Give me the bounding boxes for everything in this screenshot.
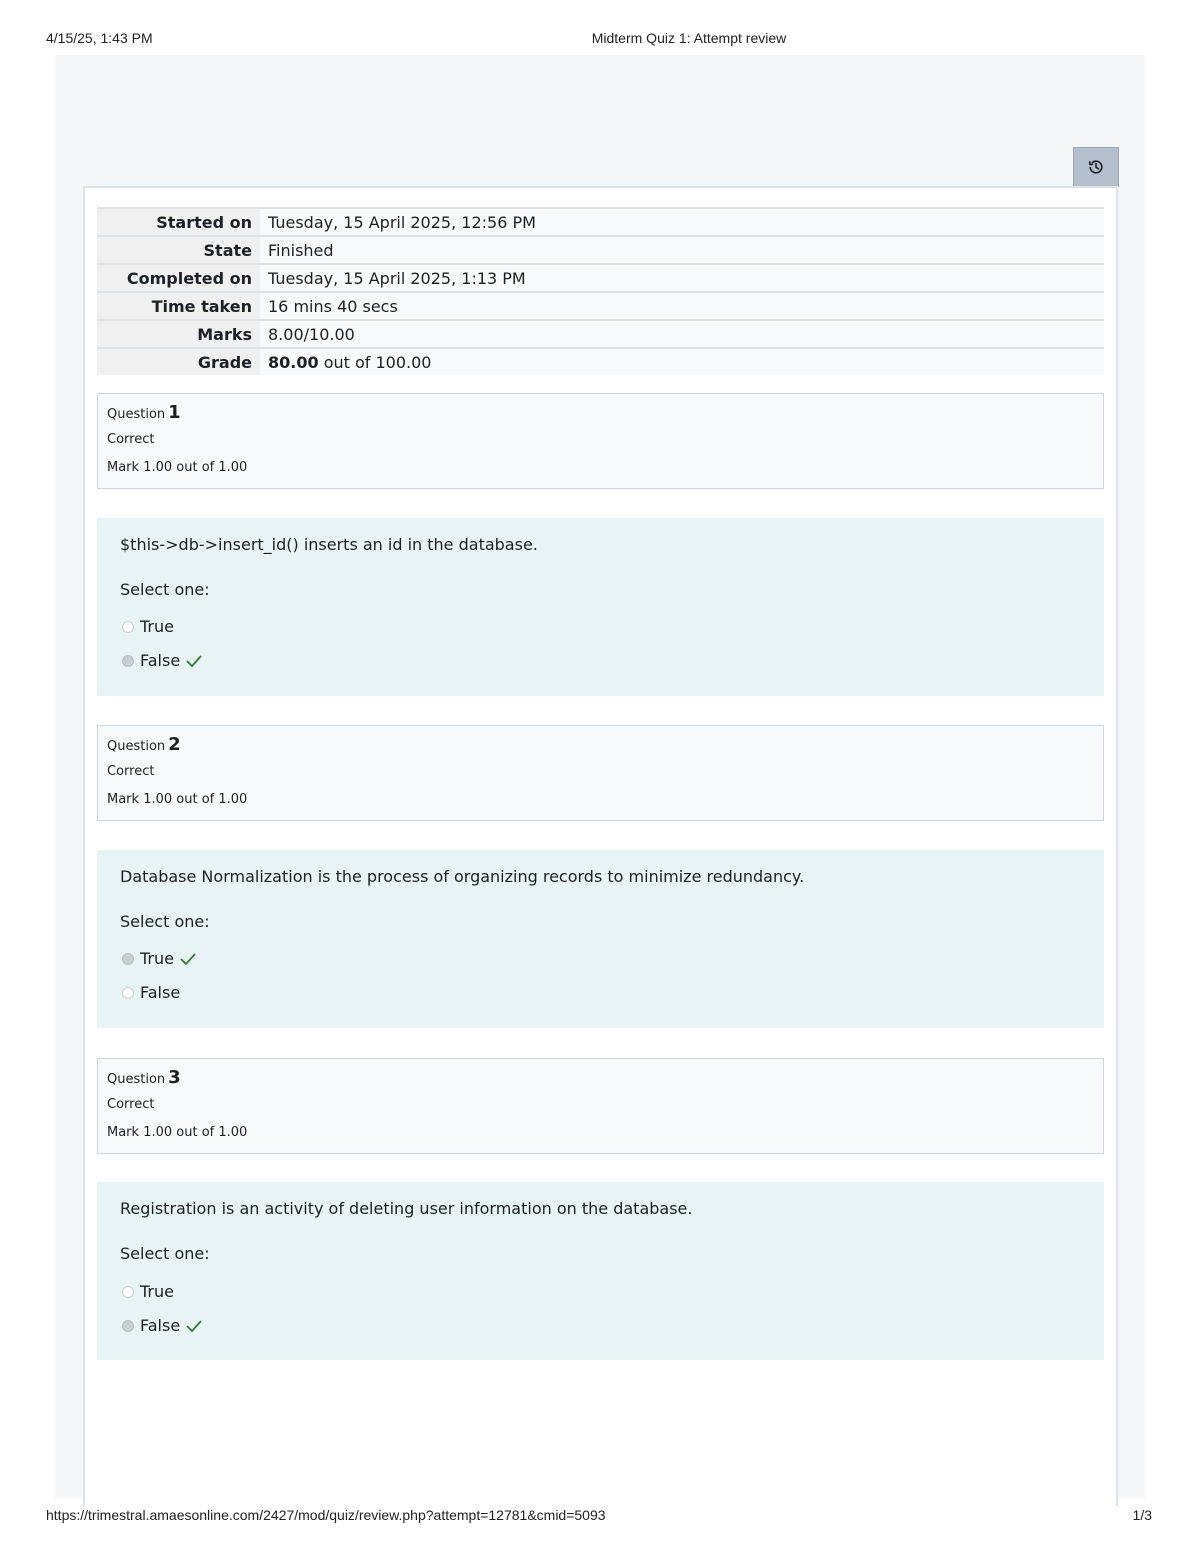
summary-row-time-taken [97, 292, 1104, 320]
print-page-number: 1/3 [1132, 1507, 1152, 1523]
answer-option-true[interactable] [122, 949, 196, 968]
grade-score: 80.00 [268, 352, 319, 372]
grade-out-of: out of 100.00 [323, 352, 432, 372]
question-grade: Mark 1.00 out of 1.00 [107, 792, 248, 807]
print-datetime: 4/15/25, 1:43 PM [46, 30, 153, 46]
question-number-value: 1 [168, 402, 181, 423]
answer-option-true[interactable] [122, 1282, 174, 1301]
summary-row-started [97, 208, 1104, 236]
summary-value: Tuesday, 15 April 2025, 1:13 PM [260, 264, 1104, 292]
radio-button-selected[interactable] [122, 953, 134, 965]
question-content-2 [97, 850, 1104, 1028]
question-info-1 [97, 393, 1104, 489]
question-text: Database Normalization is the process of organizing records to minimize redundancy. [120, 867, 805, 886]
question-info-2 [97, 725, 1104, 821]
print-footer [0, 1507, 1200, 1527]
question-state: Correct [107, 764, 155, 779]
question-label: Question [107, 407, 166, 422]
summary-label: Marks [97, 320, 260, 348]
summary-label: Grade [97, 348, 260, 375]
select-one-prompt: Select one: [120, 580, 210, 599]
question-number-value: 3 [168, 1067, 181, 1088]
question-state: Correct [107, 432, 155, 447]
answer-label: True [140, 617, 174, 636]
correct-check-icon [186, 1320, 202, 1332]
summary-label: State [97, 236, 260, 264]
question-text: Registration is an activity of deleting user information on the database. [120, 1199, 693, 1218]
summary-value [260, 348, 1104, 375]
answer-option-true[interactable] [122, 617, 174, 636]
question-grade: Mark 1.00 out of 1.00 [107, 460, 248, 475]
question-content-3 [97, 1182, 1104, 1360]
answer-option-false[interactable] [122, 983, 180, 1002]
summary-row-completed [97, 264, 1104, 292]
answer-label: True [140, 1282, 174, 1301]
summary-value: 8.00/10.00 [260, 320, 1104, 348]
summary-value: Tuesday, 15 April 2025, 12:56 PM [260, 208, 1104, 236]
history-clock-icon [1087, 158, 1105, 176]
summary-row-state [97, 236, 1104, 264]
print-page-title: Midterm Quiz 1: Attempt review [591, 30, 787, 46]
select-one-prompt: Select one: [120, 1244, 210, 1263]
summary-label: Time taken [97, 292, 260, 320]
question-label: Question [107, 739, 166, 754]
question-label: Question [107, 1072, 166, 1087]
question-number [107, 734, 181, 755]
correct-check-icon [186, 655, 202, 667]
answer-label: True [140, 949, 174, 968]
question-grade: Mark 1.00 out of 1.00 [107, 1125, 248, 1140]
attempt-summary-table [97, 207, 1104, 375]
radio-button-selected[interactable] [122, 1320, 134, 1332]
answer-label: False [140, 1316, 181, 1335]
answer-label: False [140, 983, 181, 1002]
question-content-1 [97, 518, 1104, 696]
answer-option-false[interactable] [122, 1316, 202, 1335]
question-number [107, 1067, 181, 1088]
history-button[interactable] [1073, 147, 1119, 187]
radio-button[interactable] [122, 1286, 134, 1298]
summary-value: Finished [260, 236, 1104, 264]
print-header [0, 30, 1200, 50]
correct-check-icon [180, 953, 196, 965]
summary-value: 16 mins 40 secs [260, 292, 1104, 320]
radio-button[interactable] [122, 621, 134, 633]
answer-option-false[interactable] [122, 651, 202, 670]
summary-row-marks [97, 320, 1104, 348]
question-number-value: 2 [168, 734, 181, 755]
summary-label: Started on [97, 208, 260, 236]
question-number [107, 402, 181, 423]
summary-label: Completed on [97, 264, 260, 292]
print-url: https://trimestral.amaesonline.com/2427/mod/quiz/review.php?attempt=12781&cmid=5093 [46, 1507, 606, 1523]
question-state: Correct [107, 1097, 155, 1112]
answer-label: False [140, 651, 181, 670]
question-info-3 [97, 1058, 1104, 1154]
question-text: $this->db->insert_id() inserts an id in the database. [120, 535, 538, 554]
summary-row-grade [97, 348, 1104, 375]
radio-button[interactable] [122, 987, 134, 999]
radio-button-selected[interactable] [122, 655, 134, 667]
select-one-prompt: Select one: [120, 912, 210, 931]
